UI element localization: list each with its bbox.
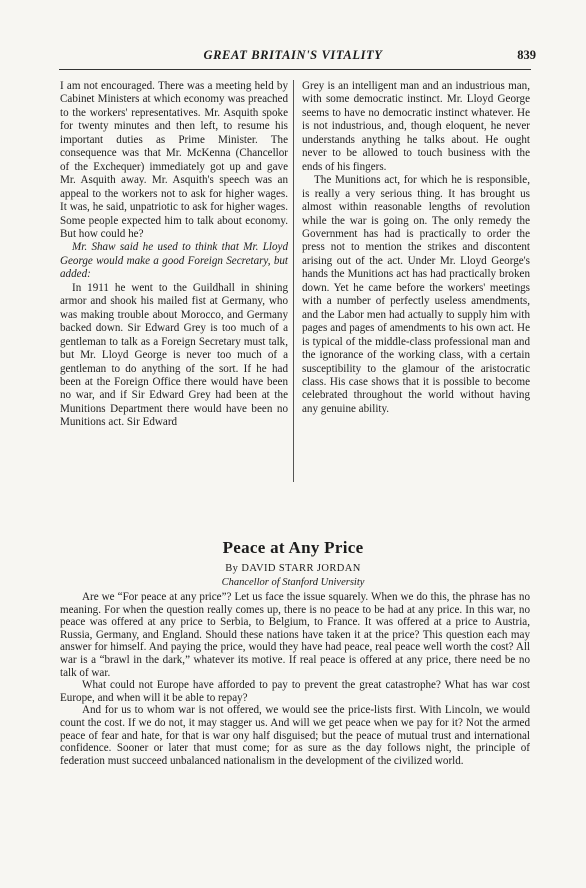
article-paragraph-3: And for us to whom war is not offered, we would see the price-lists first. With Lincoln, we would count the cost. If we do not, it may stagger us. And will we get peace when we pay for it? Not the armed peace of fear and hate, for that is war ony half disguised; but the peace of mutual trust and international confidence. Sooner or later that must come; for as sure as the day follows night, the principle of federation must succeed unbalanced nationalism in the development of the civilized world.	[60, 704, 530, 767]
left-column	[60, 80, 288, 430]
header-rule	[59, 69, 531, 70]
article-byline-role: Chancellor of Stanford University	[221, 577, 365, 588]
left-paragraph-1: I am not encouraged. There was a meeting held by Cabinet Ministers at which economy was preached to the workers' representatives. Mr. Asquith spoke for twenty minutes and then left, to resume his important duties as Prime Minister. The consequence was that Mr. McKenna (Chancellor of the Exchequer) immediately got up and gave Mr. Asquith away. Mr. Asquith's speech was an appeal to the workers not to ask for higher wages. It was, he said, unpatriotic to ask for higher wages. Some people expected him to talk about economy. But how could he?	[60, 80, 288, 240]
article-body	[60, 591, 530, 767]
left-paragraph-3: In 1911 he went to the Guildhall in shining armor and shook his mailed fist at Germany, who was making trouble about Morocco, and Germany backed down. Sir Edward Grey is too much of a gentleman to talk as a Foreign Secretary must talk, but Mr. Lloyd George is never too much of a gentleman to do anything of the sort. If he had been at the Foreign Office there would have been no war, and if Sir Edward Grey had been at the Munitions Department there would have been no Munitions act. Sir Edward	[60, 281, 288, 429]
page-number: 839	[517, 48, 536, 62]
article-byline: By DAVID STARR JORDAN	[225, 563, 361, 574]
right-paragraph-1: Grey is an intelligent man and an industrious man, with some democratic instinct. Mr. Lloyd George seems to have no democratic instinct whatever. He is not industrious, and, though eloquent, he never understands anything he talks about. He ought never to be allowed to touch business with the ends of his fingers.	[302, 80, 530, 173]
article-title: Peace at Any Price	[222, 538, 364, 557]
article-paragraph-1: Are we “For peace at any price”? Let us face the issue squarely. When we do this, the phrase has no meaning. For when the question really comes up, there is no peace to be had at any price. In this war, no peace was offered at any price to Serbia, to Belgium, to France. It was offered at a price to Austria, Russia, Germany, and England. Should these nations have taken it at the price? This question each may answer for himself. And paying the price, would they have had peace, real peace well worth the cost? All war is a “brawl in the dark,” whatever its motive. If real peace is offered at any price, there need be no talk of war.	[60, 591, 530, 679]
article-paragraph-2: What could not Europe have afforded to pay to prevent the great catastrophe? What has war cost Europe, and when will it be able to repay?	[60, 679, 530, 704]
right-paragraph-2: The Munitions act, for which he is responsible, is really a very serious thing. It has brought us almost within reasonable lengths of revolution while the war is going on. The only remedy the Government has had is practically to order the press not to mention the strikes and discontent arising out of the act. Under Mr. Lloyd George's hands the Munitions act has had practically broken down. Yet he came before the workers' meetings with a number of perfectly useless amendments, and the Labor men had actually to supply him with pages and pages of amendments to his own act. He is typical of the middle-class professional man and the ignorance of the working class, with a certain susceptibility to the glamour of the aristocratic class. His case shows that it is possible to become celebrated throughout the world without having any genuine ability.	[302, 174, 530, 415]
right-column	[302, 80, 530, 416]
column-divider	[293, 80, 294, 482]
left-paragraph-2: Mr. Shaw said he used to think that Mr. Lloyd George would make a good Foreign Secretary, but added:	[60, 241, 288, 281]
running-title: GREAT BRITAIN'S VITALITY	[203, 48, 383, 62]
